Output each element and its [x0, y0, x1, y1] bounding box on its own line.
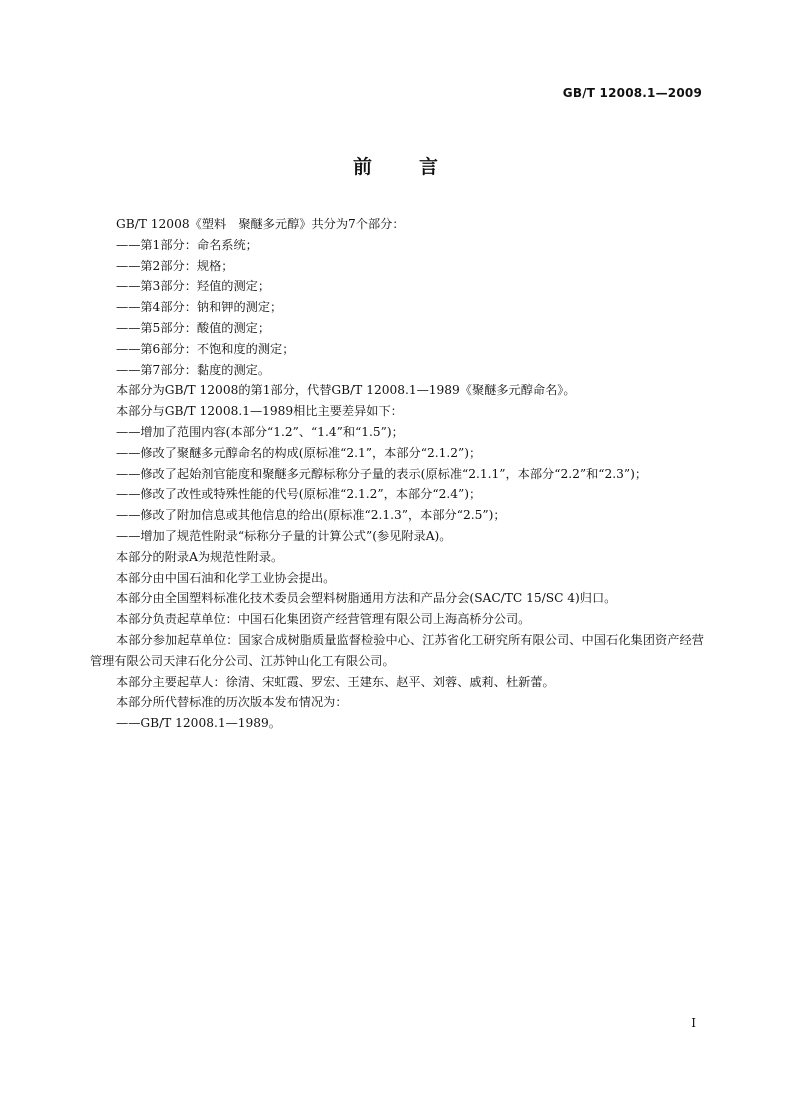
paragraph: 本部分由全国塑料标准化技术委员会塑料树脂通用方法和产品分会(SAC/TC 15/SC 4)归口。	[116, 591, 617, 606]
list-item: ——第1部分：命名系统；	[116, 237, 258, 252]
title-char-2: 言	[419, 156, 440, 178]
paragraph: 本部分为GB/T 12008的第1部分，代替GB/T 12008.1—1989《聚醚多元醇命名》。	[116, 383, 576, 398]
list-item: ——修改了改性或特殊性能的代号(原标准“2.1.2”，本部分“2.4”)；	[116, 487, 482, 502]
list-item: ——第5部分：酸值的测定；	[116, 320, 271, 335]
list-item: ——第6部分：不饱和度的测定；	[116, 341, 295, 356]
paragraph: 本部分负责起草单位：中国石化集团资产经营管理有限公司上海高桥分公司。	[116, 612, 531, 627]
page-title	[0, 152, 792, 179]
list-item: ——第7部分：黏度的测定。	[116, 362, 271, 377]
paragraph: 本部分由中国石油和化学工业协会提出。	[116, 570, 336, 585]
paragraph: 本部分主要起草人：徐清、宋虹霞、罗宏、王建东、赵平、刘蓉、戚莉、杜新蕾。	[116, 674, 555, 689]
paragraph: GB/T 12008《塑料 聚醚多元醇》共分为7个部分：	[116, 217, 405, 231]
standard-code: GB/T 12008.1—2009	[562, 86, 702, 100]
list-item: ——第4部分：钠和钾的测定；	[116, 300, 283, 315]
list-item: ——第3部分：羟值的测定；	[116, 279, 271, 294]
list-item: ——GB/T 12008.1—1989。	[116, 716, 281, 731]
paragraph: 本部分与GB/T 12008.1—1989相比主要差异如下：	[116, 404, 403, 419]
foreword-body	[90, 214, 704, 734]
list-item: ——增加了规范性附录“标称分子量的计算公式”(参见附录A)。	[116, 528, 452, 543]
list-item: ——修改了聚醚多元醇命名的构成(原标准“2.1”，本部分“2.1.2”)；	[116, 445, 482, 460]
list-item: ——第2部分：规格；	[116, 258, 234, 273]
paragraph: 本部分参加起草单位：国家合成树脂质量监督检验中心、江苏省化工研究所有限公司、中国石化集团资产经营管理有限公司天津石化分公司、江苏钟山化工有限公司。	[90, 632, 704, 668]
list-item: ——修改了附加信息或其他信息的给出(原标准“2.1.3”，本部分“2.5”)；	[116, 508, 506, 523]
title-char-1: 前	[352, 156, 373, 178]
list-item: ——增加了范围内容(本部分“1.2”、“1.4”和“1.5”)；	[116, 424, 404, 439]
list-item: ——修改了起始剂官能度和聚醚多元醇标称分子量的表示(原标准“2.1.1”，本部分“2.2”和“2.3”)；	[116, 466, 648, 481]
page-number: I	[691, 1016, 696, 1030]
paragraph: 本部分所代替标准的历次版本发布情况为：	[116, 695, 348, 710]
paragraph: 本部分的附录A为规范性附录。	[116, 549, 284, 564]
